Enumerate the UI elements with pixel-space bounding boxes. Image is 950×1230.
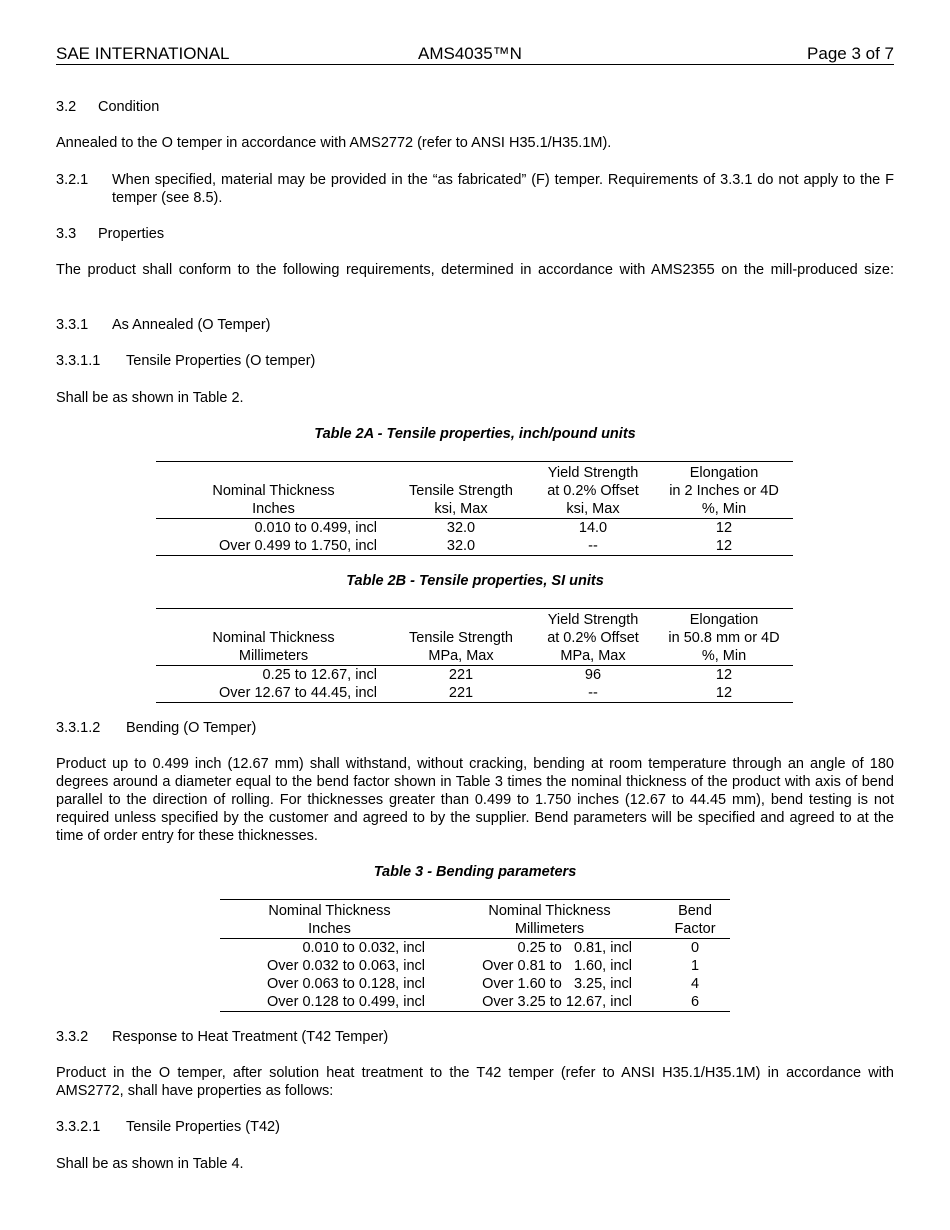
table-row [156, 666, 793, 685]
header-cell: ksi, Max [391, 500, 531, 519]
header-cell: Nominal Thickness [212, 630, 335, 646]
table-cell: Over 0.032 to 0.063, incl [267, 958, 425, 974]
table-header-row [156, 629, 793, 647]
table-cell: 32.0 [446, 520, 476, 536]
header-cell: %, Min [655, 647, 793, 666]
table-header-row [156, 647, 793, 666]
table3-caption: Table 3 - Bending parameters [373, 864, 577, 880]
header-cell [391, 462, 531, 483]
section-title: Bending (O Temper) [126, 720, 257, 736]
table-cell: 12 [715, 667, 733, 683]
header-cell: Inches [220, 920, 439, 939]
table-header-row [156, 462, 793, 483]
table2a-caption: Table 2A - Tensile properties, inch/pound units [314, 426, 636, 442]
section-number: 3.3.2.1 [56, 1119, 101, 1135]
table4-reference: Shall be as shown in Table 4. [56, 1156, 244, 1172]
table-cell: -- [531, 537, 655, 556]
header-cell: Tensile Strength [409, 483, 513, 499]
header-cell: Yield Strength [531, 609, 655, 630]
table-cell: 0.010 to 0.032, incl [302, 940, 425, 956]
table-cell: Over 0.128 to 0.499, incl [220, 993, 439, 1012]
table-row [156, 519, 793, 538]
table-header-row [220, 920, 730, 939]
table-cell: 221 [448, 667, 474, 683]
section-number: 3.3.2 [56, 1029, 89, 1045]
section-number: 3.3.1 [56, 317, 89, 333]
header-cell: Factor [660, 920, 730, 939]
section-title: Condition [98, 99, 160, 115]
table-cell: 0.25 to 12.67, incl [262, 667, 377, 683]
table-cell: Over 3.25 to 12.67, incl [439, 993, 660, 1012]
section-number: 3.3.1.1 [56, 353, 101, 369]
table-header-row [156, 500, 793, 519]
header-cell [156, 609, 391, 630]
header-cell: MPa, Max [531, 647, 655, 666]
table-row [220, 957, 730, 975]
header-cell: Nominal Thickness [439, 900, 660, 921]
section-number: 3.3 [56, 226, 77, 242]
section-title: Tensile Properties (O temper) [126, 353, 316, 369]
header-cell: Nominal Thickness [220, 900, 439, 921]
header-org: SAE INTERNATIONAL [56, 44, 230, 63]
table2a [156, 461, 793, 556]
section-title: Tensile Properties (T42) [126, 1119, 280, 1135]
table-cell: 12 [655, 684, 793, 703]
header-cell: Millimeters [439, 920, 660, 939]
section-title: As Annealed (O Temper) [112, 317, 271, 333]
table-cell: 1 [690, 958, 700, 974]
header-cell: ksi, Max [531, 500, 655, 519]
header-cell: %, Min [655, 500, 793, 519]
header-doc-id: AMS4035™N [418, 44, 522, 63]
header-cell: Bend [660, 900, 730, 921]
header-cell: Elongation [655, 462, 793, 483]
bending-paragraph: Product up to 0.499 inch (12.67 mm) shall withstand, without cracking, bending at room temperature through an angle of 180 degrees around a diameter equal to the bend factor shown in Table 3 times the nominal thickness of the product with axis of bend parallel to the direction of rolling. For thicknesses greater than 0.499 to 1.750 inches (12.67 to 44.45 mm), bend testing is not required unless specified by the customer and agreed to by the supplier. Bend parameters will be specified and agreed to at the time of order entry for these thicknesses. [56, 756, 894, 844]
t42-paragraph: Product in the O temper, after solution heat treatment to the T42 temper (refer to ANSI H35.1/H35.1M) in accordance with AMS2772, shall have properties as follows: [56, 1065, 894, 1099]
header-cell: at 0.2% Offset [547, 630, 639, 646]
header-cell: at 0.2% Offset [547, 483, 639, 499]
section-3-2-heading [56, 98, 894, 116]
section-3-3-1-2-heading [56, 719, 894, 737]
table-cell: 221 [391, 684, 531, 703]
table-cell: 4 [690, 976, 700, 992]
table-cell: 6 [660, 993, 730, 1012]
header-cell: Tensile Strength [409, 630, 513, 646]
table-cell: -- [531, 684, 655, 703]
table-cell: 14.0 [578, 520, 608, 536]
table-cell: Over 0.499 to 1.750, incl [156, 537, 391, 556]
section-3-2-1 [56, 171, 894, 207]
table-cell: 0 [690, 940, 700, 956]
table3 [220, 899, 730, 1012]
table2b-caption: Table 2B - Tensile properties, SI units [346, 573, 604, 589]
section-3-3-1-heading [56, 316, 894, 334]
table-cell: 0.25 to 0.81, incl [517, 940, 632, 956]
table-row [220, 993, 730, 1012]
header-cell: Inches [156, 500, 391, 519]
table-cell: 32.0 [391, 537, 531, 556]
table2b [156, 608, 793, 703]
section-text: When specified, material may be provided in the “as fabricated” (F) temper. Requirements of 3.3.1 do not apply to the F temper (see 8.5). [112, 172, 894, 206]
annealed-paragraph: Annealed to the O temper in accordance with AMS2772 (refer to ANSI H35.1/H35.1M). [56, 135, 612, 151]
section-3-3-2-1-heading [56, 1118, 894, 1136]
header-cell: Nominal Thickness [212, 483, 335, 499]
header-cell [156, 462, 391, 483]
section-3-3-1-1-heading [56, 352, 894, 370]
table-row [156, 684, 793, 703]
section-number: 3.2 [56, 99, 77, 115]
table-row [220, 975, 730, 993]
section-title: Response to Heat Treatment (T42 Temper) [112, 1029, 389, 1045]
page-header [56, 44, 894, 65]
table-row [156, 537, 793, 556]
section-title: Properties [98, 226, 165, 242]
table-cell: 96 [584, 667, 602, 683]
table-cell: Over 0.063 to 0.128, incl [267, 976, 425, 992]
table-cell: Over 0.81 to 1.60, incl [482, 958, 632, 974]
header-cell: MPa, Max [391, 647, 531, 666]
header-cell: Yield Strength [531, 462, 655, 483]
section-3-3-heading [56, 225, 894, 243]
header-cell: in 50.8 mm or 4D [668, 630, 780, 646]
table-header-row [220, 900, 730, 921]
header-page-number: Page 3 of 7 [807, 44, 894, 63]
table-cell: 12 [715, 520, 733, 536]
table-row [220, 939, 730, 958]
table-header-row [156, 609, 793, 630]
section-number: 3.2.1 [56, 172, 89, 188]
section-3-3-2-heading [56, 1028, 894, 1046]
table-header-row [156, 482, 793, 500]
conform-paragraph: The product shall conform to the following requirements, determined in accordance with AMS2355 on the mill-produced size: [56, 262, 894, 278]
section-number: 3.3.1.2 [56, 720, 101, 736]
header-cell: in 2 Inches or 4D [669, 483, 779, 499]
table-cell: 12 [655, 537, 793, 556]
table-cell: Over 1.60 to 3.25, incl [482, 976, 632, 992]
table-cell: 0.010 to 0.499, incl [254, 520, 377, 536]
table-cell: Over 12.67 to 44.45, incl [156, 684, 391, 703]
header-cell [391, 609, 531, 630]
header-cell: Millimeters [156, 647, 391, 666]
header-cell: Elongation [655, 609, 793, 630]
table2-reference: Shall be as shown in Table 2. [56, 390, 244, 406]
